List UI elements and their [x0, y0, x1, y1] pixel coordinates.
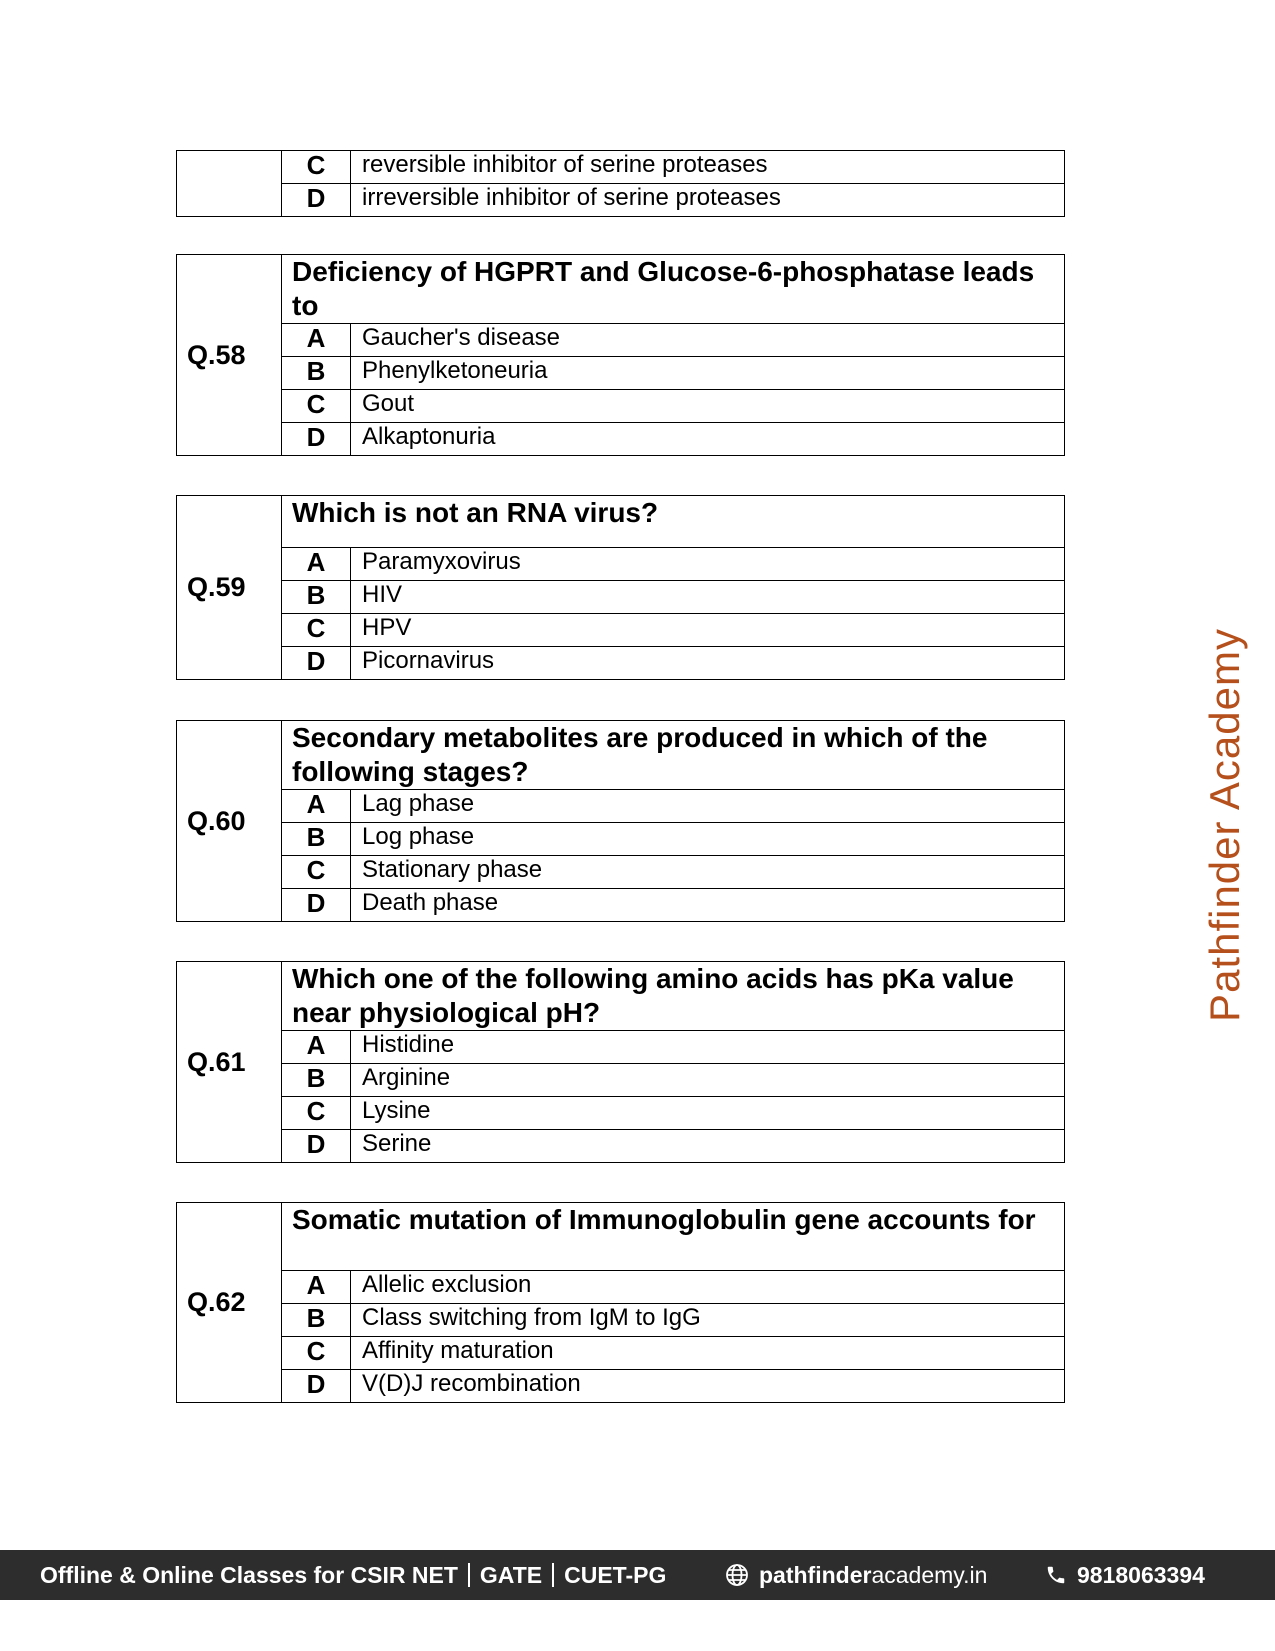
- footer-phone[interactable]: [1045, 1550, 1205, 1600]
- option-text: Lag phase: [351, 790, 1065, 823]
- option-letter: A: [282, 548, 351, 581]
- option-text: Allelic exclusion: [351, 1271, 1065, 1304]
- question-text: Which one of the following amino acids has pKa value near physiological pH?: [282, 962, 1065, 1031]
- question-number: Q.58: [177, 255, 282, 456]
- footer-website-bold: pathfinder: [759, 1562, 872, 1588]
- option-text: HIV: [351, 581, 1065, 614]
- option-letter: B: [282, 1064, 351, 1097]
- option-letter: A: [282, 1271, 351, 1304]
- watermark: Pathfinder Academy: [1201, 628, 1248, 1022]
- question-text: Deficiency of HGPRT and Glucose-6-phosphatase leads to: [282, 255, 1065, 324]
- question-table-62: [176, 1202, 1065, 1403]
- footer-phone-number: 9818063394: [1077, 1562, 1205, 1588]
- option-text: Stationary phase: [351, 856, 1065, 889]
- question-text: Secondary metabolites are produced in which of the following stages?: [282, 721, 1065, 790]
- footer-tagline: Offline & Online Classes for CSIR NET: [40, 1562, 458, 1588]
- option-text: Log phase: [351, 823, 1065, 856]
- option-letter: D: [282, 1370, 351, 1403]
- globe-icon: [725, 1563, 749, 1587]
- question-fragment-table: [176, 150, 1065, 217]
- footer-courses: [40, 1550, 666, 1600]
- option-letter: A: [282, 324, 351, 357]
- option-letter: C: [282, 1097, 351, 1130]
- question-table-61: [176, 961, 1065, 1163]
- question-text: Somatic mutation of Immunoglobulin gene accounts for: [282, 1203, 1065, 1271]
- option-letter: A: [282, 1031, 351, 1064]
- option-text: Histidine: [351, 1031, 1065, 1064]
- option-text: Gout: [351, 390, 1065, 423]
- question-table-60: [176, 720, 1065, 922]
- question-text: Which is not an RNA virus?: [282, 496, 1065, 548]
- option-letter: D: [282, 423, 351, 456]
- option-text: reversible inhibitor of serine proteases: [351, 151, 1065, 184]
- option-letter: B: [282, 823, 351, 856]
- question-number: Q.59: [177, 496, 282, 680]
- option-text: Lysine: [351, 1097, 1065, 1130]
- option-letter: D: [282, 184, 351, 217]
- option-text: Paramyxovirus: [351, 548, 1065, 581]
- option-letter: C: [282, 856, 351, 889]
- footer-website-light: academy.in: [871, 1562, 988, 1588]
- option-text: Affinity maturation: [351, 1337, 1065, 1370]
- option-text: Death phase: [351, 889, 1065, 922]
- option-letter: C: [282, 614, 351, 647]
- footer-website[interactable]: [725, 1550, 987, 1600]
- footer-exam-cuet: CUET-PG: [564, 1562, 667, 1588]
- option-text: Serine: [351, 1130, 1065, 1163]
- option-text: Arginine: [351, 1064, 1065, 1097]
- option-letter: C: [282, 390, 351, 423]
- question-number: Q.62: [177, 1203, 282, 1403]
- option-letter: A: [282, 790, 351, 823]
- question-table-59: [176, 495, 1065, 680]
- question-table-58: [176, 254, 1065, 456]
- option-text: Gaucher's disease: [351, 324, 1065, 357]
- option-letter: D: [282, 889, 351, 922]
- option-text: irreversible inhibitor of serine proteases: [351, 184, 1065, 217]
- option-letter: B: [282, 581, 351, 614]
- footer-exam-gate: GATE: [479, 1562, 543, 1588]
- question-number: Q.61: [177, 962, 282, 1163]
- option-text: V(D)J recombination: [351, 1370, 1065, 1403]
- fragment-number-cell: [177, 151, 282, 217]
- option-text: HPV: [351, 614, 1065, 647]
- option-text: Class switching from IgM to IgG: [351, 1304, 1065, 1337]
- option-letter: B: [282, 1304, 351, 1337]
- option-letter: C: [282, 1337, 351, 1370]
- option-letter: D: [282, 647, 351, 680]
- option-letter: B: [282, 357, 351, 390]
- option-text: Picornavirus: [351, 647, 1065, 680]
- footer-divider: [552, 1563, 554, 1587]
- footer-divider: [468, 1563, 470, 1587]
- option-text: Alkaptonuria: [351, 423, 1065, 456]
- phone-icon: [1045, 1564, 1067, 1586]
- option-letter: D: [282, 1130, 351, 1163]
- question-number: Q.60: [177, 721, 282, 922]
- footer-banner: [0, 1550, 1275, 1600]
- option-letter: C: [282, 151, 351, 184]
- option-text: Phenylketoneuria: [351, 357, 1065, 390]
